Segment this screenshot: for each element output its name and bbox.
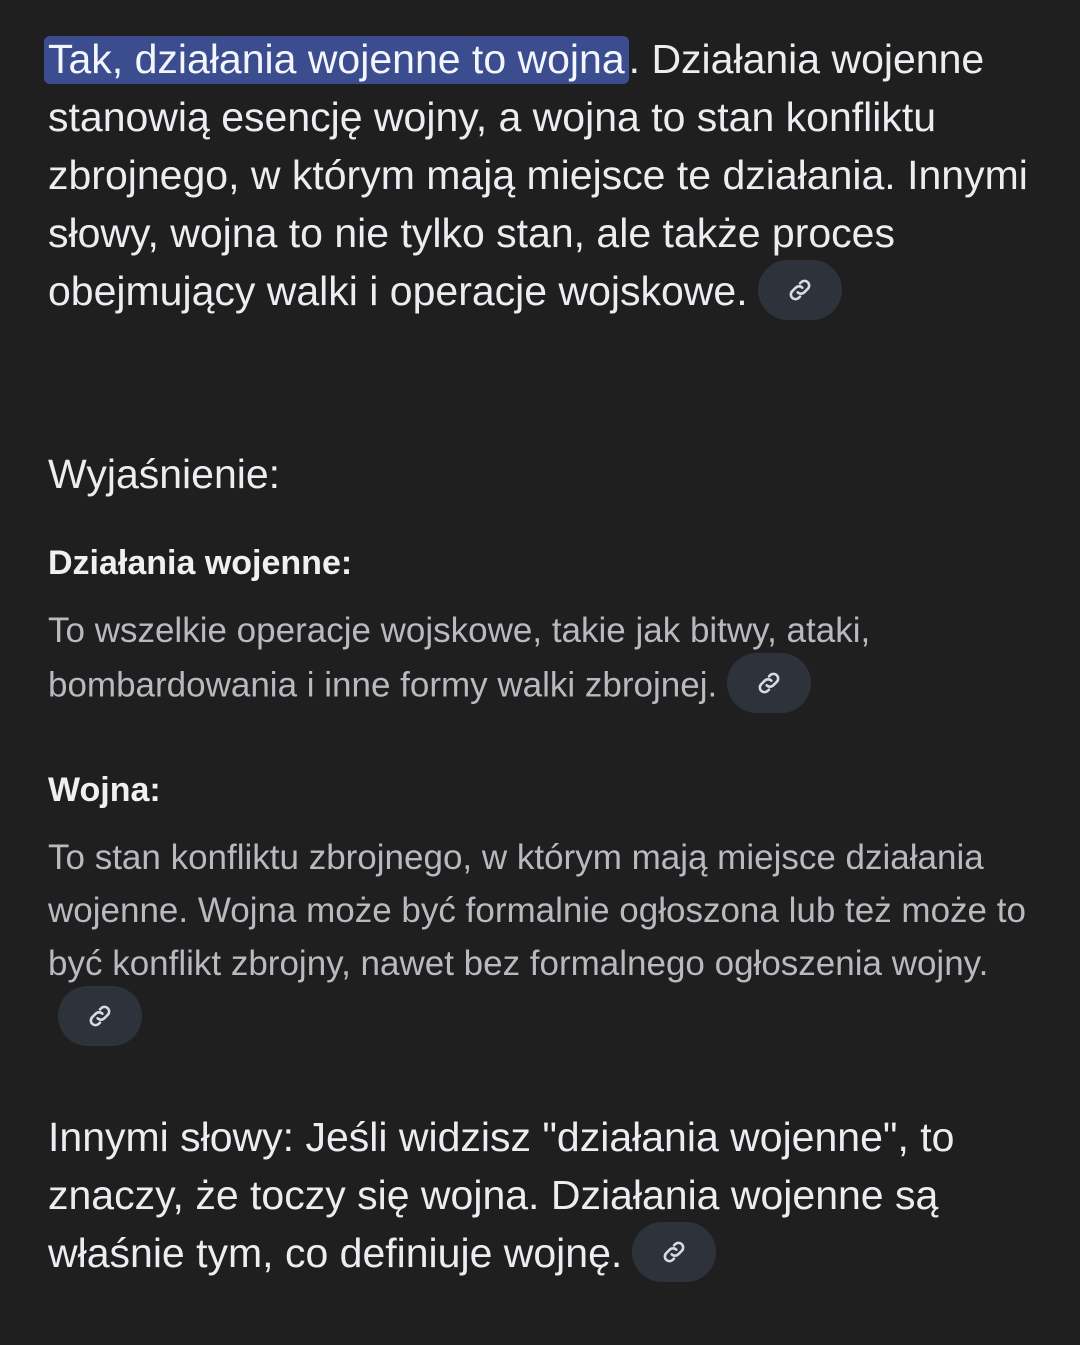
- source-link-button[interactable]: [632, 1222, 716, 1282]
- link-icon: [660, 1238, 688, 1266]
- intro-text: . Działania wojenne stanowią esencję wojny, a wojna to stan konfliktu zbrojnego, w którym mają miejsce te działania. Innymi słowy, wojna to nie tylko stan, ale także proces obejmujący walki i operacje wojskowe.: [48, 36, 1028, 314]
- explanation-item-2: [48, 768, 1048, 1050]
- item-text: To stan konfliktu zbrojnego, w którym mają miejsce działania wojenne. Wojna może być formalnie ogłoszona lub też może to być konflikt zbrojny, nawet bez formalnego ogłoszenia wojny.: [48, 838, 1026, 983]
- link-icon: [86, 1002, 114, 1030]
- source-link-button[interactable]: [758, 260, 842, 320]
- intro-paragraph: [48, 30, 1048, 324]
- item-text-paragraph: [48, 604, 1048, 717]
- summary-paragraph: [48, 1108, 1048, 1286]
- summary-block: [48, 1108, 1048, 1286]
- explanation-item-1: [48, 541, 1048, 717]
- explanation-heading-block: [48, 448, 1048, 500]
- item-title: Działania wojenne:: [48, 544, 353, 582]
- source-link-button[interactable]: [727, 653, 811, 713]
- item-text: To wszelkie operacje wojskowe, takie jak bitwy, ataki, bombardowania i inne formy walki zbrojnej.: [48, 611, 871, 705]
- source-link-button[interactable]: [58, 986, 142, 1046]
- summary-text: Innymi słowy: Jeśli widzisz "działania wojenne", to znaczy, że toczy się wojna. Działania wojenne są właśnie tym, co definiuje wojnę.: [48, 1114, 955, 1276]
- item-text-paragraph: [48, 831, 1048, 1050]
- intro-paragraph-block: [48, 30, 1048, 324]
- explanation-heading: Wyjaśnienie:: [48, 451, 281, 497]
- link-icon: [786, 276, 814, 304]
- item-title: Wojna:: [48, 771, 161, 809]
- highlighted-answer: Tak, działania wojenne to wojna: [44, 36, 629, 84]
- link-icon: [755, 669, 783, 697]
